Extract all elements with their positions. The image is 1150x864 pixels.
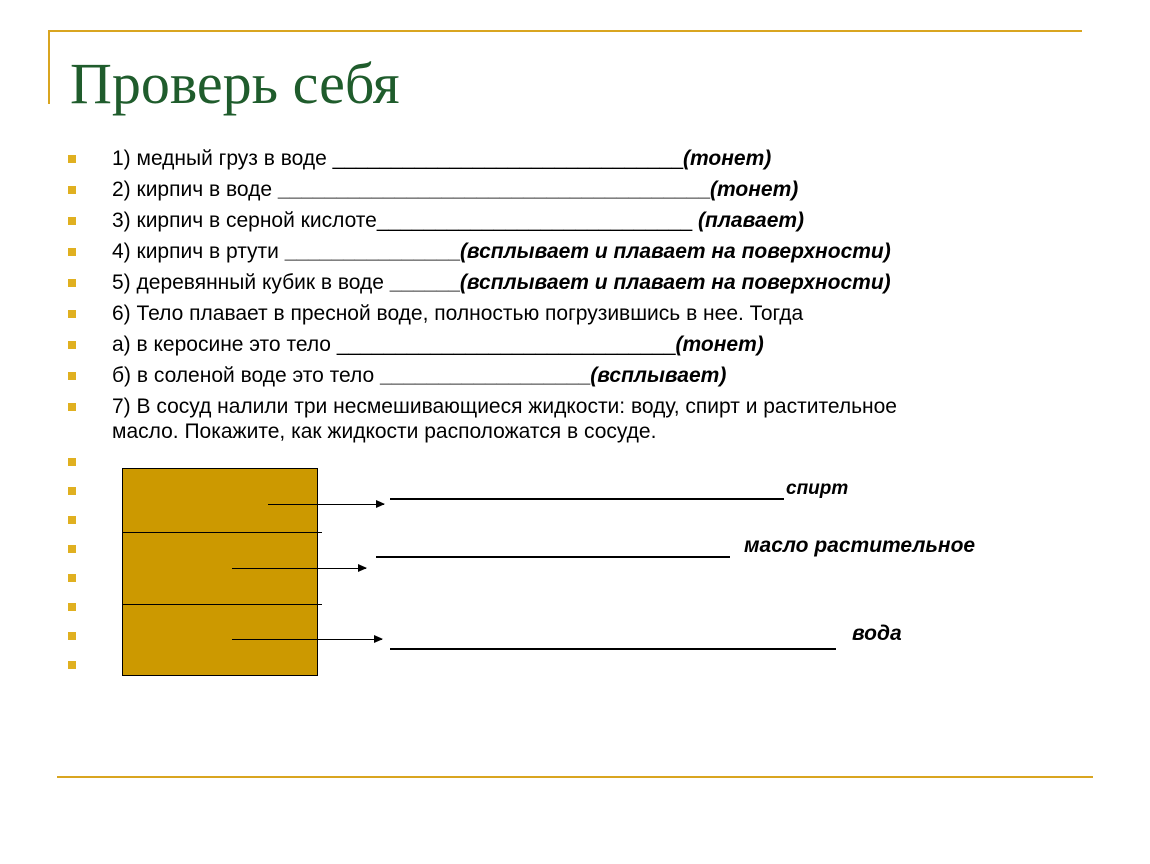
- question-6: 6) Тело плавает в пресной воде, полностью погрузившись в нее. Тогда: [112, 302, 804, 325]
- arrow-bottom: [232, 639, 382, 640]
- arrow-top: [268, 504, 384, 505]
- bullet-icon: [68, 248, 76, 256]
- arrow-middle: [232, 568, 366, 569]
- bullet-icon: [68, 372, 76, 380]
- question-1: 1) медный груз в воде ______________________________(тонет): [112, 147, 772, 170]
- left-rule: [48, 30, 50, 104]
- question-4: 4) кирпич в ртути _______________(всплывает и плавает на поверхности): [112, 240, 891, 263]
- bullet-icon: [68, 632, 76, 640]
- layer-divider: [122, 532, 322, 533]
- question-6a: а) в керосине это тело _____________________________(тонет): [112, 333, 764, 356]
- bullet-icon: [68, 487, 76, 495]
- question-7-line1: 7) В сосуд налили три несмешивающиеся жидкости: воду, спирт и растительное: [112, 395, 897, 418]
- bullet-icon: [68, 186, 76, 194]
- page-title: Проверь себя: [70, 51, 400, 116]
- bullet-icon: [68, 574, 76, 582]
- bullet-icon: [68, 661, 76, 669]
- top-rule: [48, 30, 1082, 32]
- question-5: 5) деревянный кубик в воде ______(всплывает и плавает на поверхности): [112, 271, 891, 294]
- bottom-rule: [57, 776, 1093, 778]
- layer-divider: [122, 604, 322, 605]
- label-water: вода: [852, 622, 902, 645]
- vessel: [122, 468, 318, 676]
- bullet-icon: [68, 603, 76, 611]
- question-2: 2) кирпич в воде _____________________________________(тонет): [112, 178, 799, 201]
- bullet-icon: [68, 341, 76, 349]
- answer-line-middle: [376, 556, 730, 558]
- bullet-icon: [68, 217, 76, 225]
- label-spirit: спирт: [786, 478, 849, 499]
- question-3: 3) кирпич в серной кислоте___________________________ (плавает): [112, 209, 805, 232]
- answer-line-top: [390, 498, 784, 500]
- answer-line-bottom: [390, 648, 836, 650]
- bullet-icon: [68, 458, 76, 466]
- bullet-icon: [68, 403, 76, 411]
- bullet-icon: [68, 545, 76, 553]
- question-6b: б) в соленой воде это тело __________________(всплывает): [112, 364, 727, 387]
- question-7-line2: масло. Покажите, как жидкости расположатся в сосуде.: [112, 420, 657, 443]
- label-oil: масло растительное: [744, 534, 976, 557]
- bullet-icon: [68, 155, 76, 163]
- bullet-icon: [68, 310, 76, 318]
- bullet-icon: [68, 279, 76, 287]
- bullet-icon: [68, 516, 76, 524]
